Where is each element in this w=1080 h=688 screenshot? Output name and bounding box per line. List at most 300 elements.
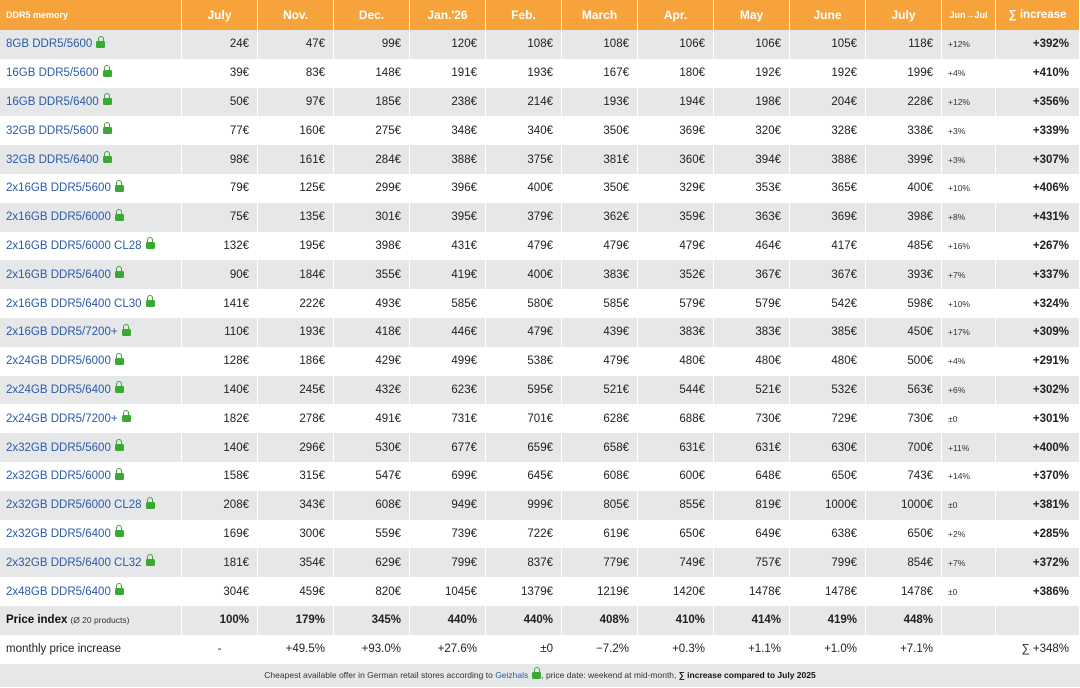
product-cell[interactable] — [0, 30, 182, 59]
price-cell: 659€ — [486, 433, 562, 462]
price-cell: 182€ — [182, 404, 258, 433]
price-cell: 204€ — [790, 88, 866, 117]
price-cell: 106€ — [714, 30, 790, 59]
price-cell: 367€ — [790, 260, 866, 289]
price-cell: 118€ — [866, 30, 942, 59]
table-row — [0, 203, 1080, 232]
table-row — [0, 433, 1080, 462]
product-name[interactable]: 2x16GB DDR5/7200+ — [6, 326, 118, 339]
header-month: Jan.'26 — [410, 0, 486, 30]
price-cell: 619€ — [562, 520, 638, 549]
table-row — [0, 232, 1080, 261]
header-month: March — [562, 0, 638, 30]
price-cell: 638€ — [790, 520, 866, 549]
price-cell: 432€ — [334, 376, 410, 405]
source-link[interactable]: Geizhals — [495, 669, 529, 680]
price-cell: 464€ — [714, 232, 790, 261]
header-month: July — [182, 0, 258, 30]
header-month: Nov. — [258, 0, 334, 30]
price-cell: 379€ — [486, 203, 562, 232]
header-row — [0, 0, 1080, 30]
price-cell: 228€ — [866, 88, 942, 117]
total-increase: +381% — [996, 491, 1080, 520]
monthly-increase-row — [0, 635, 1080, 664]
product-cell[interactable] — [0, 577, 182, 606]
price-cell: 106€ — [638, 30, 714, 59]
table-row — [0, 88, 1080, 117]
price-cell: 439€ — [562, 318, 638, 347]
price-cell: 630€ — [790, 433, 866, 462]
price-cell: 388€ — [790, 145, 866, 174]
price-cell: 140€ — [182, 376, 258, 405]
price-cell: 300€ — [258, 520, 334, 549]
price-cell: 79€ — [182, 174, 258, 203]
product-cell[interactable] — [0, 174, 182, 203]
product-cell[interactable] — [0, 260, 182, 289]
price-cell: 194€ — [638, 88, 714, 117]
lock-icon — [115, 473, 124, 480]
table-row — [0, 520, 1080, 549]
jun-jul-change: ±0 — [942, 404, 996, 433]
price-cell: 343€ — [258, 491, 334, 520]
index-cell: 419% — [790, 606, 866, 635]
price-cell: 579€ — [638, 289, 714, 318]
jun-jul-change: +12% — [942, 88, 996, 117]
price-cell: 193€ — [486, 59, 562, 88]
table-row — [0, 260, 1080, 289]
price-cell: 39€ — [182, 59, 258, 88]
total-increase: +307% — [996, 145, 1080, 174]
price-cell: 628€ — [562, 404, 638, 433]
price-cell: 396€ — [410, 174, 486, 203]
table-row — [0, 174, 1080, 203]
price-cell: 446€ — [410, 318, 486, 347]
jun-jul-change: ±0 — [942, 491, 996, 520]
price-cell: 532€ — [790, 376, 866, 405]
product-name[interactable]: 2x24GB DDR5/6400 — [6, 383, 111, 396]
product-cell[interactable] — [0, 491, 182, 520]
jun-jul-change: +8% — [942, 203, 996, 232]
index-cell: 440% — [486, 606, 562, 635]
monthly-cell: +49.5% — [258, 635, 334, 664]
price-cell: 47€ — [258, 30, 334, 59]
price-cell: 108€ — [562, 30, 638, 59]
jun-jul-change: +7% — [942, 548, 996, 577]
product-name[interactable]: 2x16GB DDR5/5600 — [6, 182, 111, 195]
price-cell: 480€ — [638, 347, 714, 376]
price-cell: 278€ — [258, 404, 334, 433]
price-cell: 805€ — [562, 491, 638, 520]
monthly-cell: +27.6% — [410, 635, 486, 664]
price-cell: 1000€ — [790, 491, 866, 520]
lock-icon — [146, 300, 155, 307]
price-cell: 631€ — [714, 433, 790, 462]
total-increase: +370% — [996, 462, 1080, 491]
price-cell: 585€ — [562, 289, 638, 318]
product-name[interactable]: 2x16GB DDR5/6000 — [6, 211, 111, 224]
product-name[interactable]: 2x16GB DDR5/6000 CL28 — [6, 239, 142, 252]
monthly-total: ∑ +348% — [996, 635, 1080, 664]
price-cell: 383€ — [714, 318, 790, 347]
lock-icon — [122, 329, 131, 336]
product-name[interactable]: 2x32GB DDR5/6000 CL28 — [6, 499, 142, 512]
product-cell[interactable] — [0, 116, 182, 145]
product-cell[interactable] — [0, 203, 182, 232]
price-cell: 214€ — [486, 88, 562, 117]
jun-jul-change: +2% — [942, 520, 996, 549]
lock-icon — [103, 127, 112, 134]
footer-note — [0, 664, 1080, 687]
price-cell: 729€ — [790, 404, 866, 433]
price-cell: 820€ — [334, 577, 410, 606]
price-cell: 383€ — [638, 318, 714, 347]
price-cell: 77€ — [182, 116, 258, 145]
jun-jul-change: ±0 — [942, 577, 996, 606]
header-month: Dec. — [334, 0, 410, 30]
price-cell: 83€ — [258, 59, 334, 88]
price-cell: 199€ — [866, 59, 942, 88]
product-cell[interactable] — [0, 232, 182, 261]
total-increase: +302% — [996, 376, 1080, 405]
price-cell: 450€ — [866, 318, 942, 347]
price-cell: 623€ — [410, 376, 486, 405]
price-cell: 301€ — [334, 203, 410, 232]
product-name[interactable]: 2x48GB DDR5/6400 — [6, 585, 111, 598]
empty-cell — [996, 606, 1080, 635]
total-increase: +392% — [996, 30, 1080, 59]
price-cell: 222€ — [258, 289, 334, 318]
empty-cell — [942, 635, 996, 664]
price-cell: 315€ — [258, 462, 334, 491]
price-cell: 779€ — [562, 548, 638, 577]
total-increase: +267% — [996, 232, 1080, 261]
price-cell: 363€ — [714, 203, 790, 232]
price-cell: 749€ — [638, 548, 714, 577]
jun-jul-change: +4% — [942, 347, 996, 376]
price-cell: 418€ — [334, 318, 410, 347]
price-cell: 837€ — [486, 548, 562, 577]
price-cell: 854€ — [866, 548, 942, 577]
price-cell: 538€ — [486, 347, 562, 376]
price-cell: 193€ — [562, 88, 638, 117]
product-name[interactable]: 2x16GB DDR5/6400 — [6, 268, 111, 281]
price-cell: 135€ — [258, 203, 334, 232]
price-cell: 1478€ — [866, 577, 942, 606]
product-name[interactable]: 2x32GB DDR5/6000 — [6, 470, 111, 483]
monthly-cell: ±0 — [486, 635, 562, 664]
price-cell: 161€ — [258, 145, 334, 174]
total-increase: +337% — [996, 260, 1080, 289]
product-cell[interactable] — [0, 433, 182, 462]
lock-icon — [115, 271, 124, 278]
price-cell: 208€ — [182, 491, 258, 520]
price-cell: 24€ — [182, 30, 258, 59]
price-cell: 348€ — [410, 116, 486, 145]
price-cell: 160€ — [258, 116, 334, 145]
header-month: Feb. — [486, 0, 562, 30]
product-cell[interactable] — [0, 88, 182, 117]
header-month: July — [866, 0, 942, 30]
price-index-row — [0, 606, 1080, 635]
price-cell: 369€ — [790, 203, 866, 232]
price-cell: 108€ — [486, 30, 562, 59]
price-index-label-cell — [0, 606, 182, 635]
jun-jul-change: +6% — [942, 376, 996, 405]
price-cell: 595€ — [486, 376, 562, 405]
index-cell: 179% — [258, 606, 334, 635]
price-cell: 479€ — [562, 347, 638, 376]
price-cell: 186€ — [258, 347, 334, 376]
index-cell: 414% — [714, 606, 790, 635]
product-cell[interactable] — [0, 318, 182, 347]
price-cell: 98€ — [182, 145, 258, 174]
jun-jul-change: +10% — [942, 289, 996, 318]
price-cell: 500€ — [866, 347, 942, 376]
footer-text: Cheapest available offer in German retail stores according to — [264, 669, 496, 680]
price-cell: 191€ — [410, 59, 486, 88]
price-cell: 629€ — [334, 548, 410, 577]
product-cell[interactable] — [0, 145, 182, 174]
price-cell: 677€ — [410, 433, 486, 462]
price-cell: 381€ — [562, 145, 638, 174]
product-name[interactable]: 2x24GB DDR5/6000 — [6, 355, 111, 368]
price-cell: 338€ — [866, 116, 942, 145]
footer-text: , price date: weekend at mid-month, — [541, 669, 679, 680]
price-cell: 479€ — [486, 232, 562, 261]
price-cell: 491€ — [334, 404, 410, 433]
product-cell[interactable] — [0, 548, 182, 577]
index-cell: 408% — [562, 606, 638, 635]
product-cell[interactable] — [0, 520, 182, 549]
jun-jul-change: +14% — [942, 462, 996, 491]
product-name[interactable]: 2x32GB DDR5/6400 CL32 — [6, 556, 142, 569]
price-index-sub: (Ø 20 products) — [70, 615, 130, 626]
price-cell: 701€ — [486, 404, 562, 433]
lock-icon — [115, 214, 124, 221]
price-cell: 1379€ — [486, 577, 562, 606]
price-cell: 328€ — [790, 116, 866, 145]
price-cell: 105€ — [790, 30, 866, 59]
price-cell: 650€ — [866, 520, 942, 549]
product-cell[interactable] — [0, 404, 182, 433]
total-increase: +372% — [996, 548, 1080, 577]
price-cell: 400€ — [486, 260, 562, 289]
table-row — [0, 462, 1080, 491]
price-cell: 608€ — [334, 491, 410, 520]
price-cell: 383€ — [562, 260, 638, 289]
price-cell: 648€ — [714, 462, 790, 491]
lock-icon — [115, 185, 124, 192]
table-row — [0, 30, 1080, 59]
price-cell: 521€ — [714, 376, 790, 405]
product-cell[interactable] — [0, 347, 182, 376]
header-increase: ∑ increase — [996, 0, 1080, 30]
price-cell: 547€ — [334, 462, 410, 491]
price-cell: 479€ — [638, 232, 714, 261]
monthly-cell: +1.0% — [790, 635, 866, 664]
price-cell: 1478€ — [714, 577, 790, 606]
product-cell[interactable] — [0, 462, 182, 491]
header-month: Apr. — [638, 0, 714, 30]
price-cell: 459€ — [258, 577, 334, 606]
price-cell: 650€ — [638, 520, 714, 549]
price-cell: 350€ — [562, 174, 638, 203]
price-cell: 128€ — [182, 347, 258, 376]
price-cell: 329€ — [638, 174, 714, 203]
price-cell: 731€ — [410, 404, 486, 433]
jun-jul-change: +4% — [942, 59, 996, 88]
price-cell: 185€ — [334, 88, 410, 117]
price-cell: 722€ — [486, 520, 562, 549]
product-name[interactable]: 16GB DDR5/6400 — [6, 95, 99, 108]
price-cell: 354€ — [258, 548, 334, 577]
lock-icon — [146, 559, 155, 566]
price-cell: 352€ — [638, 260, 714, 289]
price-cell: 799€ — [410, 548, 486, 577]
price-cell: 485€ — [866, 232, 942, 261]
price-cell: 563€ — [866, 376, 942, 405]
product-name[interactable]: 16GB DDR5/5600 — [6, 67, 99, 80]
product-name[interactable]: 2x16GB DDR5/6400 CL30 — [6, 297, 142, 310]
lock-icon — [115, 530, 124, 537]
product-name[interactable]: 2x24GB DDR5/7200+ — [6, 412, 118, 425]
monthly-cell: +7.1% — [866, 635, 942, 664]
price-cell: 296€ — [258, 433, 334, 462]
jun-jul-change: +17% — [942, 318, 996, 347]
product-cell[interactable] — [0, 59, 182, 88]
footer-bold: ∑ increase compared to July 2025 — [678, 669, 816, 680]
price-cell: 530€ — [334, 433, 410, 462]
price-cell: 140€ — [182, 433, 258, 462]
table-row — [0, 548, 1080, 577]
price-cell: 400€ — [866, 174, 942, 203]
price-cell: 493€ — [334, 289, 410, 318]
price-cell: 739€ — [410, 520, 486, 549]
lock-icon — [96, 41, 105, 48]
index-cell: 410% — [638, 606, 714, 635]
lock-icon — [115, 588, 124, 595]
price-cell: 700€ — [866, 433, 942, 462]
price-cell: 559€ — [334, 520, 410, 549]
price-cell: 50€ — [182, 88, 258, 117]
price-cell: 350€ — [562, 116, 638, 145]
index-cell: 100% — [182, 606, 258, 635]
table-row — [0, 289, 1080, 318]
price-cell: 479€ — [562, 232, 638, 261]
price-cell: 125€ — [258, 174, 334, 203]
price-cell: 192€ — [714, 59, 790, 88]
table-row — [0, 59, 1080, 88]
jun-jul-change: +11% — [942, 433, 996, 462]
lock-icon — [146, 242, 155, 249]
price-cell: 181€ — [182, 548, 258, 577]
monthly-label: monthly price increase — [0, 635, 182, 664]
price-cell: 169€ — [182, 520, 258, 549]
lock-icon — [115, 386, 124, 393]
price-cell: 417€ — [790, 232, 866, 261]
price-cell: 658€ — [562, 433, 638, 462]
price-cell: 730€ — [866, 404, 942, 433]
price-cell: 132€ — [182, 232, 258, 261]
total-increase: +291% — [996, 347, 1080, 376]
price-cell: 97€ — [258, 88, 334, 117]
price-cell: 608€ — [562, 462, 638, 491]
price-cell: 429€ — [334, 347, 410, 376]
price-cell: 688€ — [638, 404, 714, 433]
price-cell: 180€ — [638, 59, 714, 88]
price-cell: 579€ — [714, 289, 790, 318]
table-row — [0, 376, 1080, 405]
price-cell: 1420€ — [638, 577, 714, 606]
price-cell: 585€ — [410, 289, 486, 318]
lock-icon — [115, 444, 124, 451]
price-cell: 699€ — [410, 462, 486, 491]
price-cell: 949€ — [410, 491, 486, 520]
price-cell: 1000€ — [866, 491, 942, 520]
price-cell: 167€ — [562, 59, 638, 88]
price-cell: 359€ — [638, 203, 714, 232]
price-cell: 650€ — [790, 462, 866, 491]
price-cell: 649€ — [714, 520, 790, 549]
jun-jul-change: +7% — [942, 260, 996, 289]
total-increase: +309% — [996, 318, 1080, 347]
jun-jul-change: +10% — [942, 174, 996, 203]
price-cell: 340€ — [486, 116, 562, 145]
product-name[interactable]: 2x32GB DDR5/5600 — [6, 441, 111, 454]
price-cell: 730€ — [714, 404, 790, 433]
header-month: June — [790, 0, 866, 30]
price-cell: 192€ — [790, 59, 866, 88]
table-row — [0, 404, 1080, 433]
total-increase: +406% — [996, 174, 1080, 203]
price-cell: 284€ — [334, 145, 410, 174]
price-cell: 238€ — [410, 88, 486, 117]
lock-icon — [103, 70, 112, 77]
table-row — [0, 347, 1080, 376]
price-cell: 245€ — [258, 376, 334, 405]
product-cell[interactable] — [0, 289, 182, 318]
monthly-cell: +1.1% — [714, 635, 790, 664]
product-name[interactable]: 2x32GB DDR5/6400 — [6, 527, 111, 540]
price-cell: 75€ — [182, 203, 258, 232]
price-cell: 1045€ — [410, 577, 486, 606]
product-name[interactable]: 8GB DDR5/5600 — [6, 38, 93, 51]
product-name[interactable]: 32GB DDR5/6400 — [6, 153, 99, 166]
lock-icon — [146, 502, 155, 509]
product-name[interactable]: 32GB DDR5/5600 — [6, 124, 99, 137]
price-cell: 631€ — [638, 433, 714, 462]
jun-jul-change: +3% — [942, 116, 996, 145]
header-month: May — [714, 0, 790, 30]
index-cell: 345% — [334, 606, 410, 635]
total-increase: +285% — [996, 520, 1080, 549]
price-cell: 1219€ — [562, 577, 638, 606]
price-cell: 395€ — [410, 203, 486, 232]
price-cell: 645€ — [486, 462, 562, 491]
monthly-cell: −7.2% — [562, 635, 638, 664]
price-cell: 544€ — [638, 376, 714, 405]
price-cell: 799€ — [790, 548, 866, 577]
lock-icon — [103, 98, 112, 105]
product-cell[interactable] — [0, 376, 182, 405]
monthly-cell: - — [182, 635, 258, 664]
jun-jul-change: +3% — [942, 145, 996, 174]
jun-jul-change: +16% — [942, 232, 996, 261]
total-increase: +431% — [996, 203, 1080, 232]
header-product: DDR5 memory — [0, 0, 182, 30]
total-increase: +356% — [996, 88, 1080, 117]
price-cell: 431€ — [410, 232, 486, 261]
